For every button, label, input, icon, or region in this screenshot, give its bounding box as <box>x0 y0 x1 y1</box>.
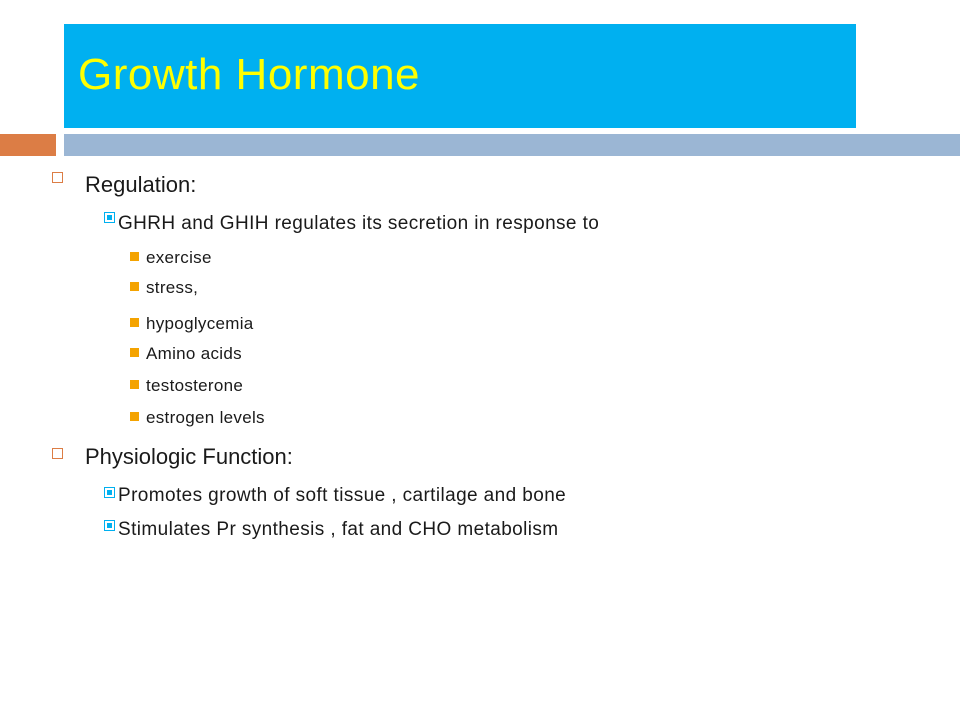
heading-physiologic-function: Physiologic Function: <box>85 444 293 469</box>
factor-item: testosterone <box>146 376 244 395</box>
bullet-l3-icon <box>130 348 139 357</box>
function-item: Stimulates Pr synthesis , fat and CHO metabolism <box>118 519 559 540</box>
bullet-l2-icon <box>104 212 115 223</box>
bullet-l3-icon <box>130 282 139 291</box>
title-banner <box>64 24 856 128</box>
factor-item: exercise <box>146 248 212 267</box>
factor-item: estrogen levels <box>146 408 265 427</box>
factor-item: hypoglycemia <box>146 314 254 333</box>
accent-bar-blue <box>64 134 960 156</box>
accent-bar-orange <box>0 134 56 156</box>
factor-item: stress, <box>146 278 199 297</box>
function-item: Promotes growth of soft tissue , cartilage and bone <box>118 485 567 506</box>
bullet-l3-icon <box>130 412 139 421</box>
bullet-l1-icon <box>52 172 63 183</box>
bullet-l3-icon <box>130 252 139 261</box>
bullet-l1-icon <box>52 448 63 459</box>
bullet-l3-icon <box>130 318 139 327</box>
bullet-l2-icon <box>104 487 115 498</box>
bullet-l3-icon <box>130 380 139 389</box>
bullet-l2-icon <box>104 520 115 531</box>
regulation-description: GHRH and GHIH regulates its secretion in response to <box>118 213 600 234</box>
heading-regulation: Regulation: <box>85 172 197 197</box>
slide-title: Growth Hormone <box>78 50 421 99</box>
factor-item: Amino acids <box>146 344 242 363</box>
